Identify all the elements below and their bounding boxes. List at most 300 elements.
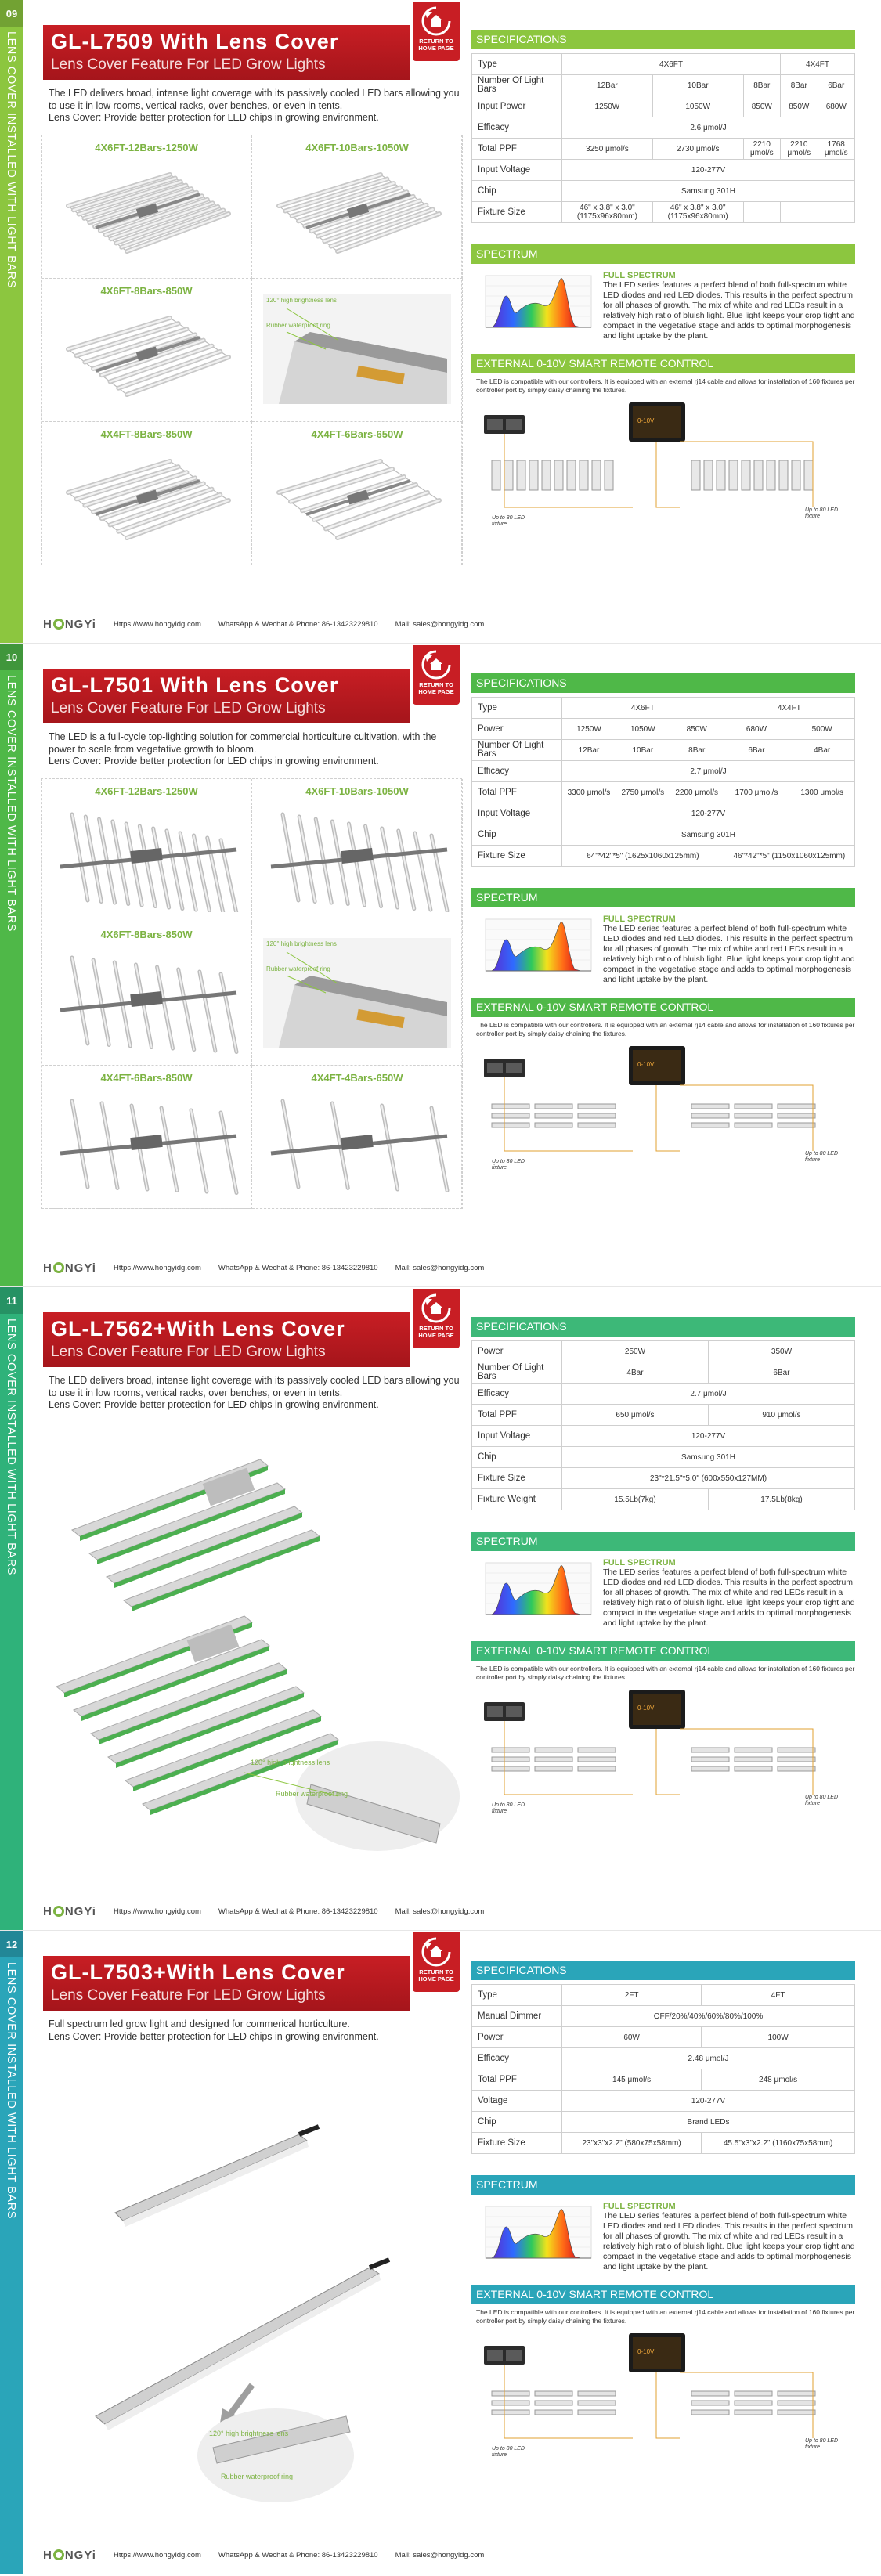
- footer-email-link[interactable]: Mail: sales@hongyidg.com: [395, 1907, 485, 1916]
- spec-value: 4X6FT: [562, 698, 724, 719]
- spec-label: Power: [472, 1341, 562, 1362]
- brand-letters: NGYi: [64, 1904, 96, 1918]
- product-subtitle: Lens Cover Feature For LED Grow Lights: [51, 56, 326, 73]
- spec-value: 3250 μmol/s: [562, 139, 653, 160]
- footer-phone: WhatsApp & Wechat & Phone: 86-13423229810: [218, 1907, 378, 1916]
- up-to-fixture-label: Up to 80 LED fixture: [805, 1795, 839, 1806]
- spec-label: Total PPF: [472, 782, 562, 803]
- svg-text:120° high brightness lens: 120° high brightness lens: [209, 2430, 289, 2437]
- brand-letter: H: [43, 1261, 52, 1275]
- return-home-label: RETURN TO HOME PAGE: [418, 38, 454, 52]
- product-image-cell: [252, 422, 463, 565]
- product-image-cell: [252, 922, 463, 1066]
- spec-value: 350W: [708, 1341, 854, 1362]
- spec-value: Samsung 301H: [562, 824, 855, 846]
- sidebar-caption: LENS COVER INSTALLED WITH LIGHT BARS: [5, 675, 17, 933]
- spec-row: [472, 2112, 855, 2133]
- spec-row: [472, 54, 855, 75]
- spectrum-chart-illustration: [471, 269, 597, 344]
- spec-row: [472, 2069, 855, 2091]
- return-home-label: RETURN TO HOME PAGE: [418, 681, 454, 695]
- intro-text: [49, 88, 460, 124]
- brand-letter: H: [43, 617, 52, 631]
- spec-row: [472, 803, 855, 824]
- spec-label: Fixture Size: [472, 2133, 562, 2154]
- footer-email-link[interactable]: Mail: sales@hongyidg.com: [395, 1263, 485, 1272]
- footer: [43, 1259, 858, 1276]
- spec-label: Voltage: [472, 2091, 562, 2112]
- spectrum-block: [471, 269, 855, 348]
- product-variant-label: 4X6FT-10Bars-1050W: [305, 785, 409, 797]
- spec-value: 4FT: [702, 1985, 855, 2006]
- spec-row: [472, 740, 855, 761]
- spec-value: OFF/20%/40%/60%/80%/100%: [562, 2006, 855, 2027]
- spec-value: 8Bar: [781, 75, 818, 96]
- spec-label: Efficacy: [472, 761, 562, 782]
- product-variant-label: 4X6FT-8Bars-850W: [100, 285, 193, 297]
- product-illustration: [41, 2072, 462, 2510]
- spec-value: 4X6FT: [562, 54, 781, 75]
- spec-value: 2200 μmol/s: [670, 782, 724, 803]
- spec-value: 46" x 3.8" x 3.0" (1175x96x80mm): [562, 202, 653, 223]
- wiring-diagram: [476, 1041, 852, 1178]
- spec-row: [472, 846, 855, 867]
- spec-row: [472, 160, 855, 181]
- spec-value: 2.6 μmol/J: [562, 117, 855, 139]
- spec-row: [472, 1468, 855, 1489]
- spec-row: [472, 824, 855, 846]
- spec-value: [818, 202, 855, 223]
- specifications-heading: SPECIFICATIONS: [471, 673, 855, 693]
- spec-value: 4Bar: [789, 740, 855, 761]
- brand-letter: H: [43, 2548, 52, 2562]
- specifications-table: [471, 1340, 855, 1510]
- spec-value: 2.7 μmol/J: [562, 761, 855, 782]
- intro-paragraph: The LED delivers broad, intense light coverage with its passively cooled LED bars allowing you to use it in low rooms, vertical racks, over benches, or even in tents.: [49, 88, 460, 111]
- wiring-diagram: [476, 1685, 852, 1822]
- spec-row: [472, 2027, 855, 2048]
- title-bar: [43, 25, 410, 80]
- specifications-heading: SPECIFICATIONS: [471, 1317, 855, 1337]
- return-home-button[interactable]: [413, 645, 460, 705]
- spec-row: [472, 117, 855, 139]
- return-home-icon: [413, 649, 460, 680]
- spec-value: 248 μmol/s: [702, 2069, 855, 2091]
- spec-label: Type: [472, 698, 562, 719]
- return-home-icon: [413, 5, 460, 37]
- svg-text:0-10V: 0-10V: [637, 417, 655, 424]
- up-to-fixture-label: Up to 80 LED fixture: [805, 2438, 839, 2450]
- spec-value: 64"*42"*5" (1625x1060x125mm): [562, 846, 724, 867]
- spec-label: Power: [472, 2027, 562, 2048]
- intro-paragraph: The LED is a full-cycle top-lighting solution for commercial horticulture cultivation, with the power to scale from vegetative growth to bloom.: [49, 731, 437, 755]
- footer-website-link[interactable]: Https://www.hongyidg.com: [113, 1263, 201, 1272]
- spec-row: [472, 139, 855, 160]
- spec-label: Number Of Light Bars: [472, 75, 562, 96]
- spec-row: [472, 2091, 855, 2112]
- intro-paragraph: Lens Cover: Provide better protection for LED chips in growing environment.: [49, 112, 379, 123]
- spectrum-heading: SPECTRUM: [471, 1532, 855, 1551]
- product-variant-label: 4X4FT-6Bars-650W: [311, 428, 403, 440]
- spec-row: [472, 181, 855, 202]
- spec-value: 1050W: [616, 719, 670, 740]
- product-variant-label: 4X6FT-12Bars-1250W: [95, 142, 198, 153]
- spec-row: [472, 1384, 855, 1405]
- product-image-cell: [42, 779, 252, 922]
- spec-row: [472, 202, 855, 223]
- spec-value: 6Bar: [818, 75, 855, 96]
- footer: [43, 615, 858, 633]
- product-image-cell: [252, 779, 463, 922]
- external-control-description: The LED is compatible with our controllers. It is equipped with an external rj14 cable and allows for installation of 160 fixtures per controller port by simply daisy chaining the fixtures.: [476, 1665, 855, 1681]
- spectrum-block: [471, 913, 855, 991]
- product-image-cell: [42, 1066, 252, 1209]
- spec-value: 46"*42"*5" (1150x1060x125mm): [724, 846, 854, 867]
- spectrum-chart-illustration: [471, 2200, 597, 2275]
- specifications-heading: SPECIFICATIONS: [471, 1961, 855, 1980]
- specifications-table: [471, 53, 855, 223]
- footer: [43, 2546, 858, 2563]
- svg-text:120° high brightness lens: 120° high brightness lens: [266, 940, 337, 947]
- spec-label: Chip: [472, 181, 562, 202]
- spec-label: Fixture Size: [472, 846, 562, 867]
- spec-value: 6Bar: [724, 740, 789, 761]
- svg-text:120° high brightness lens: 120° high brightness lens: [266, 297, 337, 304]
- brand-logo: [43, 1261, 96, 1275]
- sidebar-caption: LENS COVER INSTALLED WITH LIGHT BARS: [5, 1962, 17, 2220]
- spectrum-heading: SPECTRUM: [471, 2175, 855, 2195]
- spec-row: [472, 1362, 855, 1384]
- return-home-icon: [413, 1936, 460, 1968]
- svg-text:120° high brightness lens: 120° high brightness lens: [251, 1759, 330, 1766]
- page-number: 11: [0, 1287, 23, 1314]
- brand-logo: [43, 2549, 96, 2562]
- spec-row: [472, 1341, 855, 1362]
- sidebar: [0, 1931, 23, 2574]
- spec-label: Chip: [472, 1447, 562, 1468]
- sidebar-caption: LENS COVER INSTALLED WITH LIGHT BARS: [5, 1319, 17, 1576]
- spectrum-heading: SPECTRUM: [471, 888, 855, 907]
- brand-o-mark: [53, 619, 64, 630]
- spec-value: 120-277V: [562, 2091, 855, 2112]
- spec-value: 2750 μmol/s: [616, 782, 670, 803]
- spec-value: [743, 202, 780, 223]
- spectrum-description: The LED series features a perfect blend of both full-spectrum white LED diodes and red LED diodes. This results in the perfect spectrum for all phases of growth. The mix of white and red LEDs result in a relatively high ratio of bluish light. Blue light keeps your crop tight and compact in the vegetative stage and adds to optimal morphogenesis and light uptake by the plant.: [603, 2211, 855, 2271]
- sidebar: [0, 644, 23, 1287]
- return-home-button[interactable]: [413, 1932, 460, 1992]
- product-image-cell: [252, 279, 463, 422]
- product-variant-label: 4X4FT-8Bars-850W: [100, 428, 193, 440]
- product-subtitle: Lens Cover Feature For LED Grow Lights: [51, 1344, 326, 1360]
- spec-label: Total PPF: [472, 2069, 562, 2091]
- spec-label: Total PPF: [472, 139, 562, 160]
- product-image-cell: [42, 135, 252, 279]
- title-bar: [43, 1956, 410, 2011]
- brand-logo: [43, 618, 96, 631]
- spec-value: 1768 μmol/s: [818, 139, 855, 160]
- intro-text: [49, 2019, 460, 2043]
- intro-paragraph: Lens Cover: Provide better protection for LED chips in growing environment.: [49, 1399, 379, 1410]
- svg-text:Rubber waterproof ring: Rubber waterproof ring: [266, 322, 330, 329]
- product-variant-label: 4X6FT-10Bars-1050W: [305, 142, 409, 153]
- spec-value: 2730 μmol/s: [652, 139, 743, 160]
- footer: [43, 1903, 858, 1920]
- up-to-fixture-label: Up to 80 LED fixture: [492, 1159, 525, 1171]
- spec-label: Efficacy: [472, 1384, 562, 1405]
- spec-row: [472, 2048, 855, 2069]
- spec-row: [472, 719, 855, 740]
- footer-website-link[interactable]: Https://www.hongyidg.com: [113, 619, 201, 629]
- up-to-fixture-label: Up to 80 LED fixture: [805, 507, 839, 519]
- catalog-page-10: [0, 644, 881, 1287]
- return-home-icon: [413, 1293, 460, 1324]
- spec-label: Input Power: [472, 96, 562, 117]
- external-control-heading: EXTERNAL 0-10V SMART REMOTE CONTROL: [471, 1641, 855, 1661]
- catalog-page-12: [0, 1931, 881, 2574]
- spec-label: Input Voltage: [472, 1426, 562, 1447]
- spec-value: 10Bar: [652, 75, 743, 96]
- product-title: GL-L7562+With Lens Cover: [51, 1317, 345, 1340]
- spec-value: 46" x 3.8" x 3.0" (1175x96x80mm): [652, 202, 743, 223]
- spec-value: 8Bar: [743, 75, 780, 96]
- up-to-fixture-label: Up to 80 LED fixture: [492, 515, 525, 527]
- footer-email-link[interactable]: Mail: sales@hongyidg.com: [395, 619, 485, 629]
- spec-row: [472, 96, 855, 117]
- footer-phone: WhatsApp & Wechat & Phone: 86-13423229810: [218, 2550, 378, 2560]
- spec-value: Samsung 301H: [562, 181, 855, 202]
- external-control-description: The LED is compatible with our controllers. It is equipped with an external rj14 cable and allows for installation of 160 fixtures per controller port by simply daisy chaining the fixtures.: [476, 377, 855, 394]
- spec-row: [472, 1985, 855, 2006]
- catalog-page-11: [0, 1287, 881, 1931]
- spec-label: Fixture Weight: [472, 1489, 562, 1510]
- product-image-cell: [42, 422, 252, 565]
- spectrum-block: [471, 1557, 855, 1635]
- spec-label: Fixture Size: [472, 202, 562, 223]
- external-control-heading: EXTERNAL 0-10V SMART REMOTE CONTROL: [471, 998, 855, 1017]
- sidebar-caption: LENS COVER INSTALLED WITH LIGHT BARS: [5, 31, 17, 289]
- spec-label: Efficacy: [472, 117, 562, 139]
- spec-value: 1250W: [562, 719, 616, 740]
- spec-value: 120-277V: [562, 160, 855, 181]
- spectrum-block: [471, 2200, 855, 2278]
- brand-logo: [43, 1905, 96, 1918]
- return-home-button[interactable]: [413, 2, 460, 61]
- product-variant-label: 4X6FT-8Bars-850W: [100, 929, 193, 940]
- spec-value: 680W: [724, 719, 789, 740]
- brand-letters: NGYi: [64, 2548, 96, 2562]
- external-control-heading: EXTERNAL 0-10V SMART REMOTE CONTROL: [471, 2285, 855, 2304]
- intro-paragraph: The LED delivers broad, intense light coverage with its passively cooled LED bars allowing you to use it in low rooms, vertical racks, over benches, or even in tents.: [49, 1375, 460, 1398]
- spec-label: Total PPF: [472, 1405, 562, 1426]
- return-home-label: RETURN TO HOME PAGE: [418, 1325, 454, 1339]
- product-image-grid: [41, 778, 462, 1209]
- product-title: GL-L7509 With Lens Cover: [51, 30, 339, 53]
- spec-row: [472, 2006, 855, 2027]
- brand-o-mark: [53, 1906, 64, 1917]
- spec-value: 17.5Lb(8kg): [708, 1489, 854, 1510]
- spec-value: 23"*21.5"*5.0" (600x550x127MM): [562, 1468, 855, 1489]
- product-subtitle: Lens Cover Feature For LED Grow Lights: [51, 700, 326, 716]
- external-control-heading: EXTERNAL 0-10V SMART REMOTE CONTROL: [471, 354, 855, 373]
- footer-website-link[interactable]: Https://www.hongyidg.com: [113, 2550, 201, 2560]
- spec-label: Number Of Light Bars: [472, 1362, 562, 1384]
- spec-value: 850W: [781, 96, 818, 117]
- spec-value: Brand LEDs: [562, 2112, 855, 2133]
- spec-value: 12Bar: [562, 75, 653, 96]
- spec-row: [472, 1426, 855, 1447]
- wiring-diagram: [476, 398, 852, 535]
- wiring-diagram: [476, 2329, 852, 2466]
- intro-paragraph: Lens Cover: Provide better protection for LED chips in growing environment.: [49, 2030, 379, 2042]
- spec-value: 120-277V: [562, 1426, 855, 1447]
- product-image-cell: [42, 279, 252, 422]
- spec-value: 1300 μmol/s: [789, 782, 855, 803]
- intro-paragraph: Full spectrum led grow light and designed for commerical horticulture.: [49, 2019, 350, 2029]
- spectrum-title: FULL SPECTRUM: [603, 915, 676, 924]
- spec-value: Samsung 301H: [562, 1447, 855, 1468]
- return-home-button[interactable]: [413, 1289, 460, 1348]
- brand-letters: NGYi: [64, 617, 96, 631]
- up-to-fixture-label: Up to 80 LED fixture: [492, 1802, 525, 1814]
- spectrum-description: The LED series features a perfect blend of both full-spectrum white LED diodes and red LED diodes. This results in the perfect spectrum for all phases of growth. The mix of white and red LEDs result in a relatively high ratio of bluish light. Blue light keeps your crop tight and compact in the vegetative stage and adds to optimal morphogenesis and light uptake by the plant.: [603, 1568, 855, 1628]
- footer-website-link[interactable]: Https://www.hongyidg.com: [113, 1907, 201, 1916]
- product-title: GL-L7501 With Lens Cover: [51, 673, 339, 697]
- product-image-cell: [252, 1066, 463, 1209]
- spec-value: 8Bar: [670, 740, 724, 761]
- sidebar: [0, 1287, 23, 1931]
- spec-label: Power: [472, 719, 562, 740]
- spec-value: 4X4FT: [781, 54, 855, 75]
- specifications-table: [471, 697, 855, 867]
- brand-letter: H: [43, 1904, 52, 1918]
- brand-letters: NGYi: [64, 1261, 96, 1275]
- product-illustration: [41, 1428, 462, 1867]
- spec-row: [472, 2133, 855, 2154]
- product-image-cell: [252, 135, 463, 279]
- brand-o-mark: [53, 1262, 64, 1273]
- spec-value: 23"x3"x2.2" (580x75x58mm): [562, 2133, 702, 2154]
- spec-value: 2.48 μmol/J: [562, 2048, 855, 2069]
- spec-value: 650 μmol/s: [562, 1405, 709, 1426]
- spec-row: [472, 1405, 855, 1426]
- spec-value: 1050W: [652, 96, 743, 117]
- spec-value: 850W: [670, 719, 724, 740]
- spec-label: Input Voltage: [472, 160, 562, 181]
- brand-o-mark: [53, 2549, 64, 2560]
- svg-text:0-10V: 0-10V: [637, 1061, 655, 1068]
- product-subtitle: Lens Cover Feature For LED Grow Lights: [51, 1987, 326, 2004]
- product-variant-label: 4X6FT-12Bars-1250W: [95, 785, 198, 797]
- svg-text:0-10V: 0-10V: [637, 2348, 655, 2355]
- spec-value: 10Bar: [616, 740, 670, 761]
- spec-value: 2210 μmol/s: [781, 139, 818, 160]
- spec-label: Efficacy: [472, 2048, 562, 2069]
- up-to-fixture-label: Up to 80 LED fixture: [492, 2446, 525, 2458]
- footer-email-link[interactable]: Mail: sales@hongyidg.com: [395, 2550, 485, 2560]
- spec-value: 60W: [562, 2027, 702, 2048]
- spec-value: 145 μmol/s: [562, 2069, 702, 2091]
- spec-row: [472, 75, 855, 96]
- spec-value: 3300 μmol/s: [562, 782, 616, 803]
- spec-value: [781, 202, 818, 223]
- spectrum-title: FULL SPECTRUM: [603, 2202, 676, 2211]
- external-control-description: The LED is compatible with our controllers. It is equipped with an external rj14 cable and allows for installation of 160 fixtures per controller port by simply daisy chaining the fixtures.: [476, 1021, 855, 1037]
- spec-value: 100W: [702, 2027, 855, 2048]
- spec-value: 120-277V: [562, 803, 855, 824]
- spec-row: [472, 761, 855, 782]
- spec-value: 45.5"x3"x2.2" (1160x75x58mm): [702, 2133, 855, 2154]
- footer-phone: WhatsApp & Wechat & Phone: 86-13423229810: [218, 1263, 378, 1272]
- page-number: 09: [0, 0, 23, 27]
- spec-label: Chip: [472, 824, 562, 846]
- spec-value: 4Bar: [562, 1362, 709, 1384]
- spec-label: Manual Dimmer: [472, 2006, 562, 2027]
- spec-value: 1250W: [562, 96, 653, 117]
- spectrum-description: The LED series features a perfect blend of both full-spectrum white LED diodes and red LED diodes. This results in the perfect spectrum for all phases of growth. The mix of white and red LEDs result in a relatively high ratio of bluish light. Blue light keeps your crop tight and compact in the vegetative stage and adds to optimal morphogenesis and light uptake by the plant.: [603, 280, 855, 341]
- spec-label: Fixture Size: [472, 1468, 562, 1489]
- svg-text:Rubber waterproof ring: Rubber waterproof ring: [221, 2473, 294, 2480]
- sidebar: [0, 0, 23, 644]
- spec-row: [472, 782, 855, 803]
- spec-label: Type: [472, 1985, 562, 2006]
- spec-value: 2FT: [562, 1985, 702, 2006]
- spectrum-chart-illustration: [471, 913, 597, 987]
- intro-paragraph: Lens Cover: Provide better protection for LED chips in growing environment.: [49, 756, 379, 767]
- spec-label: Input Voltage: [472, 803, 562, 824]
- spec-label: Type: [472, 54, 562, 75]
- spec-value: 850W: [743, 96, 780, 117]
- spec-row: [472, 1447, 855, 1468]
- external-control-description: The LED is compatible with our controllers. It is equipped with an external rj14 cable and allows for installation of 160 fixtures per controller port by simply daisy chaining the fixtures.: [476, 2308, 855, 2325]
- catalog-page-09: [0, 0, 881, 644]
- specifications-heading: SPECIFICATIONS: [471, 30, 855, 49]
- spec-row: [472, 1489, 855, 1510]
- title-bar: [43, 1312, 410, 1367]
- specifications-table: [471, 1984, 855, 2154]
- spec-value: 250W: [562, 1341, 709, 1362]
- page-number: 10: [0, 644, 23, 670]
- spectrum-description: The LED series features a perfect blend of both full-spectrum white LED diodes and red LED diodes. This results in the perfect spectrum for all phases of growth. The mix of white and red LEDs result in a relatively high ratio of bluish light. Blue light keeps your crop tight and compact in the vegetative stage and adds to optimal morphogenesis and light uptake by the plant.: [603, 924, 855, 984]
- product-title: GL-L7503+With Lens Cover: [51, 1961, 345, 1984]
- spec-value: 6Bar: [708, 1362, 854, 1384]
- spec-value: 1700 μmol/s: [724, 782, 789, 803]
- svg-text:Rubber waterproof ring: Rubber waterproof ring: [266, 965, 330, 972]
- intro-text: [49, 1375, 460, 1412]
- spec-row: [472, 698, 855, 719]
- intro-text: [49, 731, 460, 768]
- spec-label: Chip: [472, 2112, 562, 2133]
- spec-value: 15.5Lb(7kg): [562, 1489, 709, 1510]
- title-bar: [43, 669, 410, 723]
- page-number: 12: [0, 1931, 23, 1957]
- return-home-label: RETURN TO HOME PAGE: [418, 1968, 454, 1983]
- spec-value: 2.7 μmol/J: [562, 1384, 855, 1405]
- spectrum-chart-illustration: [471, 1557, 597, 1631]
- spec-value: 12Bar: [562, 740, 616, 761]
- spec-value: 680W: [818, 96, 855, 117]
- spec-value: 4X4FT: [724, 698, 854, 719]
- spec-label: Number Of Light Bars: [472, 740, 562, 761]
- product-image-cell: [42, 922, 252, 1066]
- product-image-grid: [41, 135, 462, 565]
- up-to-fixture-label: Up to 80 LED fixture: [805, 1151, 839, 1163]
- svg-text:Rubber waterproof ring: Rubber waterproof ring: [276, 1790, 348, 1798]
- spec-value: 910 μmol/s: [708, 1405, 854, 1426]
- spectrum-title: FULL SPECTRUM: [603, 271, 676, 280]
- footer-phone: WhatsApp & Wechat & Phone: 86-13423229810: [218, 619, 378, 629]
- spectrum-title: FULL SPECTRUM: [603, 1558, 676, 1568]
- product-variant-label: 4X4FT-6Bars-850W: [100, 1072, 193, 1084]
